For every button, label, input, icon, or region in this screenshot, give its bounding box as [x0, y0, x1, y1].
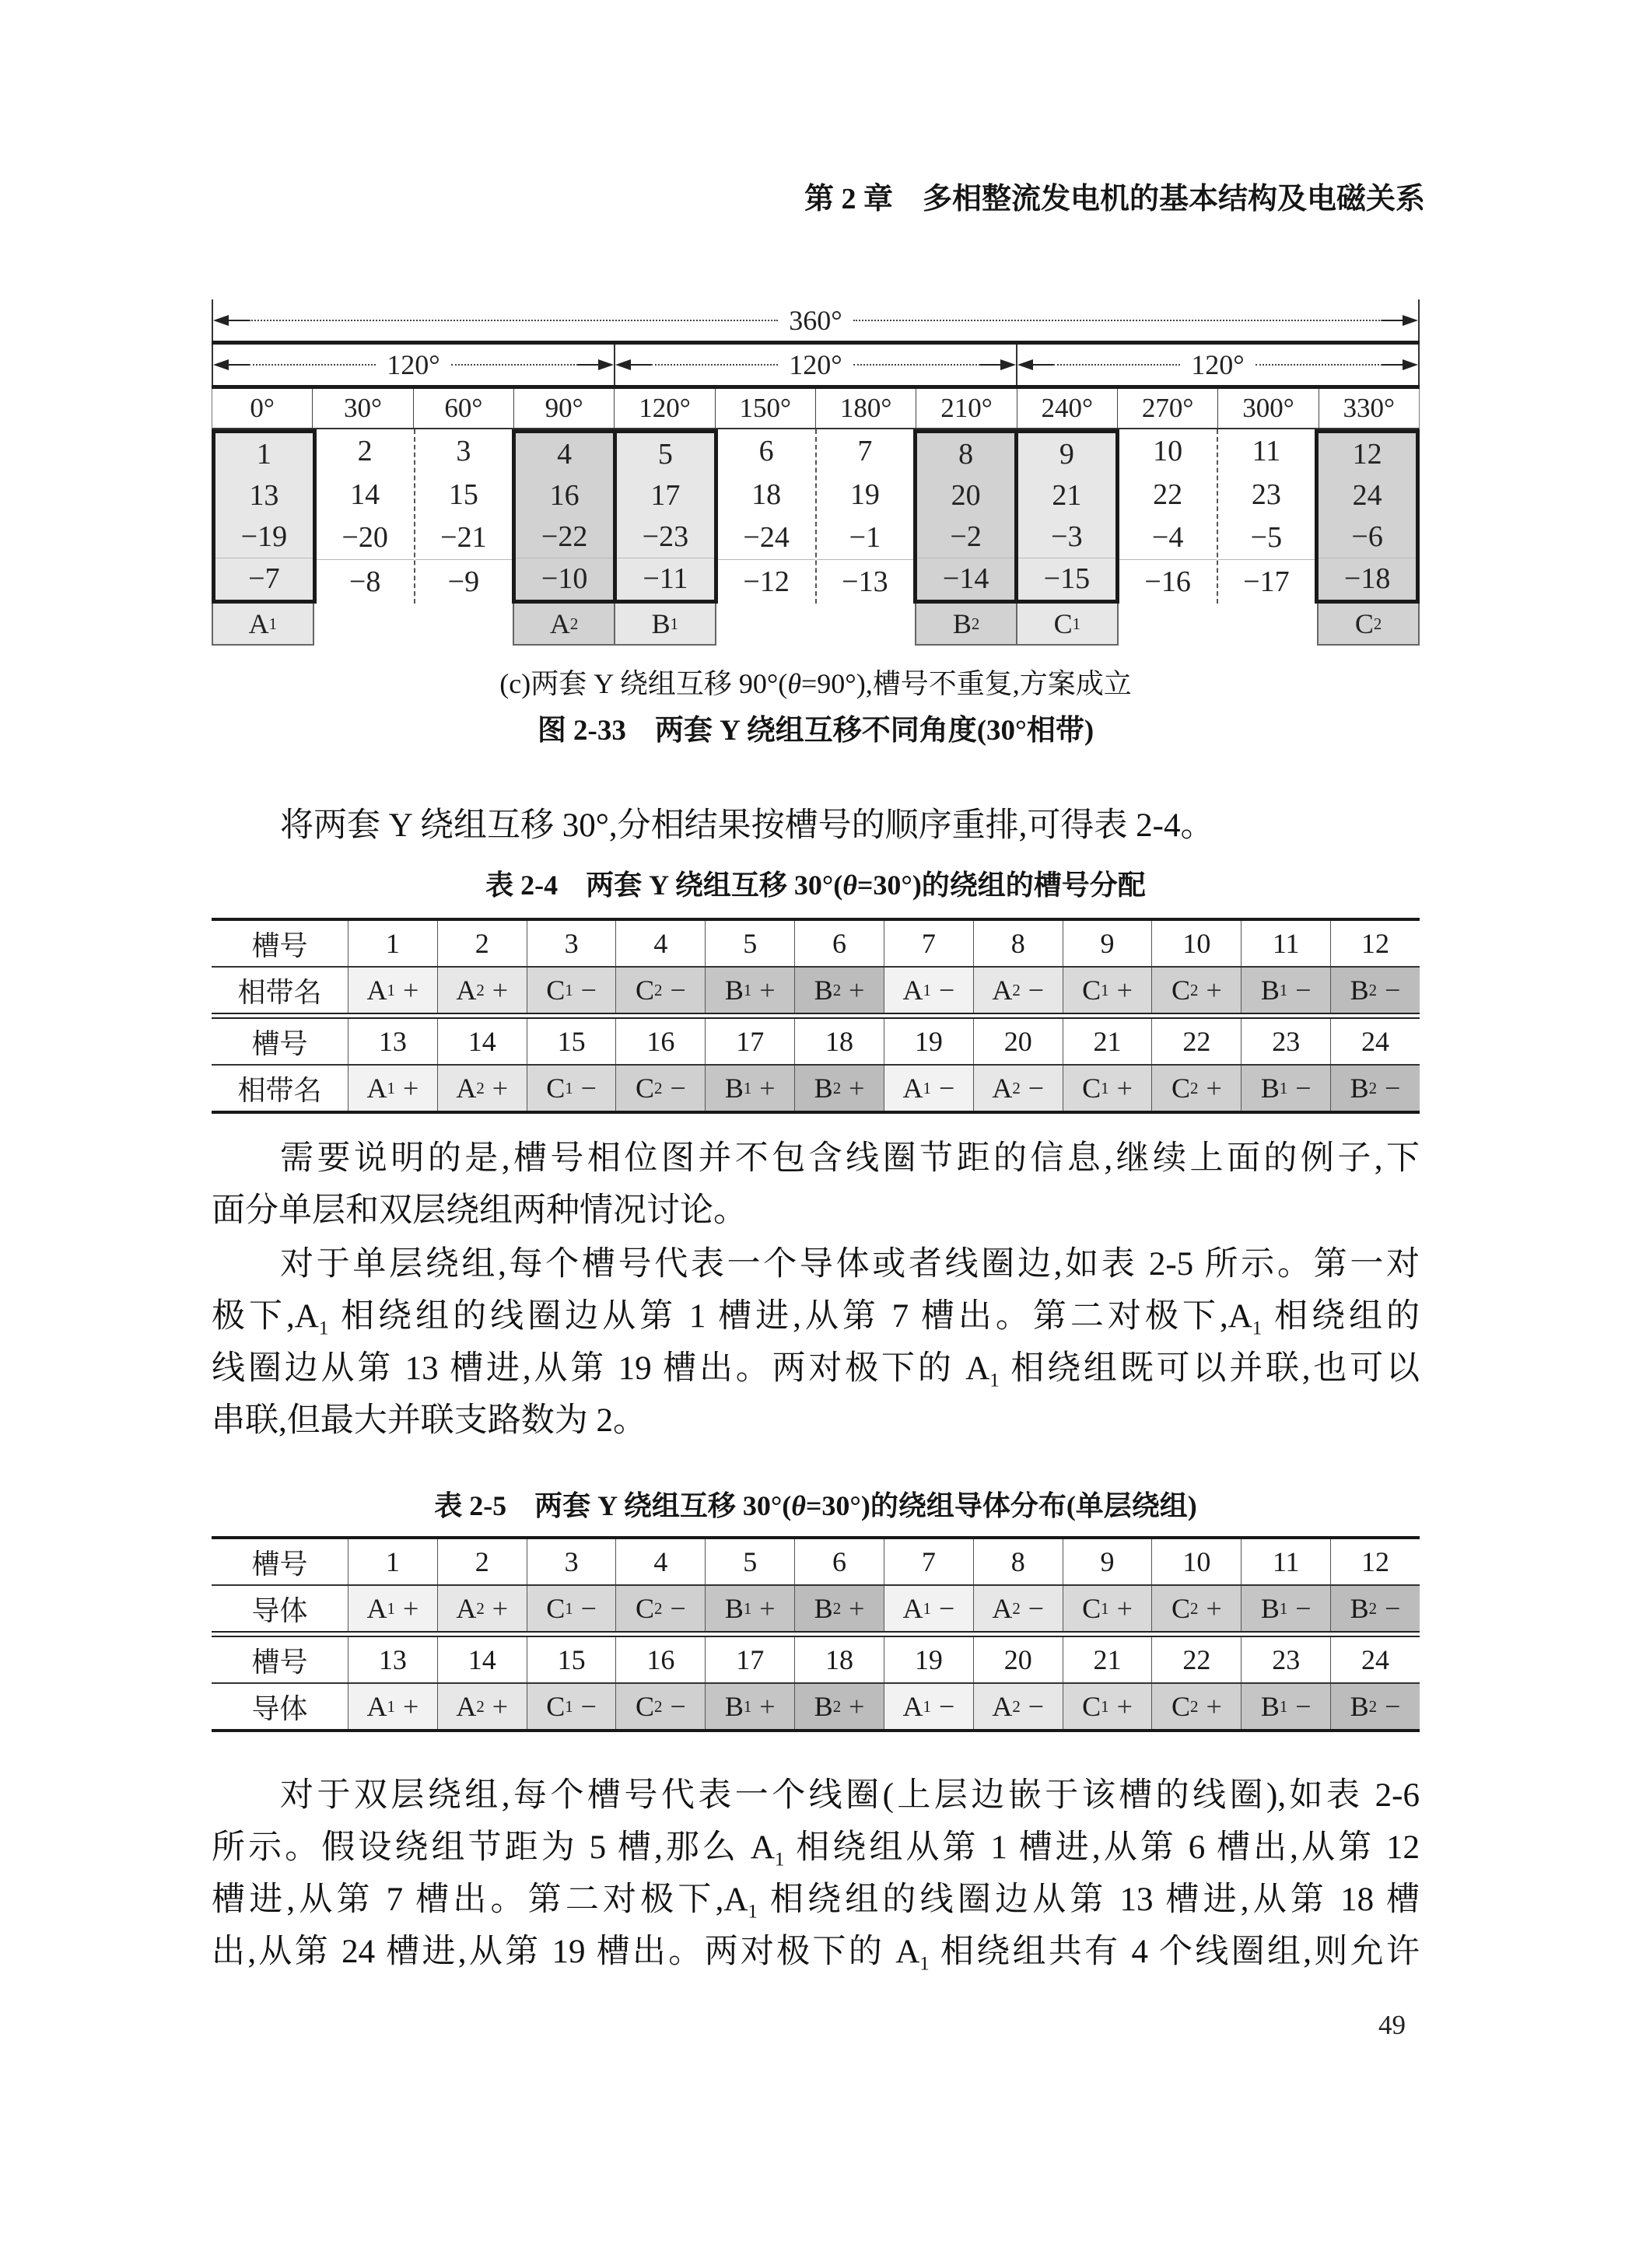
slot-number: 5: [657, 437, 673, 471]
figure-caption: 图 2-33 两套 Y 绕组互移不同角度(30°相带): [537, 715, 1094, 747]
slot-cell: 3: [527, 921, 617, 966]
phase-cell: C 1 +: [1063, 1684, 1153, 1729]
slot-number: 11: [1252, 434, 1281, 467]
table-row: [212, 1539, 1420, 1584]
slot-number: 3: [456, 434, 471, 467]
empty-slot: [816, 604, 916, 646]
slot-cell: 3: [527, 1539, 617, 1584]
slot-row-header: 槽号: [212, 1637, 348, 1682]
phase-cell: C 2 +: [1152, 1066, 1242, 1111]
slot-number: −8: [317, 559, 414, 604]
arrow-right-icon: [1000, 359, 1016, 370]
slot-number: 15: [448, 478, 478, 511]
table-rule: [212, 1729, 1420, 1732]
dotted-line: [249, 320, 778, 321]
slot-number: 22: [1153, 478, 1183, 511]
slot-cell: 13: [348, 1637, 438, 1682]
phase-cell: C 2 −: [616, 1586, 706, 1631]
table-2-4: [212, 918, 1420, 1114]
slot-column: [1218, 429, 1315, 604]
dimension-120-band: [212, 345, 1420, 385]
slot-cell: 8: [974, 921, 1063, 966]
arrow-left-icon: [1017, 359, 1033, 370]
slot-number: −3: [1051, 520, 1083, 554]
phase-cell: B 2 +: [795, 1586, 884, 1631]
phase-row-header: 导体: [212, 1586, 348, 1631]
phase-cell: B 1 −: [1242, 1066, 1331, 1111]
slot-number: 16: [549, 478, 580, 512]
slot-number: 19: [849, 478, 880, 511]
slot-column: [617, 429, 718, 604]
slot-number: −1: [849, 521, 881, 555]
table-row: [212, 1637, 1420, 1682]
slot-number: −4: [1151, 521, 1184, 555]
phase-cell: A 1 +: [348, 1586, 438, 1631]
dimension-120-section: [213, 345, 614, 385]
slot-number: 2: [357, 434, 373, 467]
phase-cell: B 1 −: [1242, 968, 1331, 1013]
slot-number: −18: [1319, 558, 1416, 600]
arrow-right-icon: [1403, 315, 1418, 326]
winding-set-label: B 1: [615, 604, 716, 646]
winding-set-label: A 2: [513, 604, 615, 646]
slot-cell: 24: [1361, 1026, 1390, 1057]
slot-column: [1119, 429, 1218, 604]
phase-cell: C 2 +: [1152, 1586, 1242, 1631]
table-row: [212, 968, 1420, 1013]
slot-cell: 14: [438, 1019, 527, 1064]
slot-cell: 14: [438, 1637, 527, 1682]
slot-cell: 7: [884, 1539, 974, 1584]
table-2-5-title: 表 2-5 两套 Y 绕组互移 30°(θ=30°)的绕组导体分布(单层绕组): [434, 1490, 1197, 1521]
slot-number: 4: [557, 437, 573, 471]
dimension-label-360: 360°: [789, 304, 842, 336]
body-paragraph: [212, 800, 1420, 852]
slot-number: −20: [341, 521, 388, 555]
empty-slot: [716, 604, 816, 646]
dimension-360: [212, 299, 1420, 341]
slot-column: [317, 429, 415, 604]
slot-number: −9: [415, 559, 513, 604]
text-line: 所示。假设绕组节距为 5 槽,那么 $A_1$ 相绕组从第 1 槽进,从第 6 槽出,从第 12: [212, 1829, 1420, 1871]
winding-set-label: B 2: [915, 604, 1017, 646]
angle-label: 150°: [716, 389, 816, 428]
text-line: 面分单层和双层绕组两种情况讨论。: [212, 1192, 747, 1229]
text-line: 需要说明的是,槽号相位图并不包含线圈节距的信息,继续上面的例子,下: [280, 1140, 1420, 1177]
arrow-right-icon: [598, 359, 614, 370]
slot-cell: 19: [884, 1019, 974, 1064]
slot-number: −22: [541, 520, 588, 554]
table-row: [212, 1019, 1420, 1064]
slot-row-header: 槽号: [212, 921, 348, 966]
arrow-right-icon: [1403, 359, 1418, 370]
angle-label: 240°: [1017, 389, 1118, 428]
slot-cell: 12: [1361, 1546, 1390, 1577]
dimension-120-section: [1016, 345, 1418, 385]
arrow-shaft: [1382, 320, 1403, 321]
slot-number: 13: [249, 478, 279, 512]
slot-number: −11: [617, 558, 714, 600]
slot-number: −10: [516, 558, 613, 600]
slot-cell: 1: [348, 1539, 438, 1584]
arrow-left-icon: [615, 359, 631, 370]
phase-cell: B 2 +: [795, 1684, 884, 1729]
phase-cell: C 1 +: [1063, 1586, 1153, 1631]
slot-number: −15: [1018, 558, 1115, 600]
chapter-running-head: 第 2 章 多相整流发电机的基本结构及电磁关系: [804, 183, 1425, 215]
slot-column: [913, 429, 1018, 604]
angle-label: 60°: [414, 389, 514, 428]
phase-cell: C 2 −: [616, 1684, 706, 1729]
phase-cell: A 1 +: [348, 968, 438, 1013]
phase-cell: C 2 +: [1152, 1684, 1242, 1729]
body-paragraph: [212, 1769, 1420, 1978]
slot-cell: 16: [616, 1019, 706, 1064]
slot-cell: 23: [1242, 1637, 1331, 1682]
table-rule: [212, 1111, 1420, 1114]
phase-cell: A 2 +: [438, 1684, 527, 1729]
phase-cell: A 2 −: [974, 1586, 1063, 1631]
slot-column: [415, 429, 513, 604]
slot-cell: 10: [1152, 1539, 1242, 1584]
slot-number: 12: [1352, 437, 1382, 471]
slot-number: 14: [350, 478, 380, 511]
phase-cell: B 1 −: [1242, 1684, 1331, 1729]
slot-cell: 11: [1242, 1539, 1331, 1584]
slot-cell: 9: [1063, 1539, 1153, 1584]
slot-cell: 22: [1152, 1637, 1242, 1682]
angle-label: 270°: [1118, 389, 1218, 428]
phase-cell: B 2 +: [795, 968, 884, 1013]
slot-phase-diagram: [212, 299, 1420, 646]
phase-cell: C 2 −: [616, 1066, 706, 1111]
dimension-label-120: 120°: [387, 349, 440, 380]
slot-column: [718, 429, 817, 604]
slot-number: 8: [958, 437, 974, 471]
slot-number: 6: [758, 434, 774, 467]
table-2-5: [212, 1536, 1420, 1732]
text-line: 出,从第 24 槽进,从第 19 槽出。两对极下的 $A_1$ 相绕组共有 4 个线圈组,则允许: [212, 1934, 1420, 1975]
slot-column: [1315, 429, 1420, 604]
slot-number-grid: [212, 429, 1420, 604]
phase-cell: C 1 +: [1063, 968, 1153, 1013]
slot-cell: 18: [795, 1019, 884, 1064]
empty-slot: [314, 604, 414, 646]
angle-label: 300°: [1218, 389, 1319, 428]
slot-cell: 2: [438, 1539, 527, 1584]
phase-cell: B 1 +: [706, 1066, 795, 1111]
text-line: 串联,但最大并联支路数为 2。: [212, 1402, 646, 1439]
slot-number: 10: [1153, 434, 1183, 467]
angle-label: 330°: [1343, 393, 1396, 423]
slot-cell: 17: [706, 1019, 795, 1064]
arrow-left-icon: [213, 315, 229, 326]
phase-cell: A 2 −: [974, 1066, 1063, 1111]
phase-label-row: [212, 604, 1420, 646]
phase-cell: A 2 −: [974, 968, 1063, 1013]
slot-column: [512, 429, 617, 604]
slot-cell: 15: [527, 1019, 617, 1064]
phase-cell: B 2 −: [1331, 1586, 1420, 1631]
slot-cell: 1: [348, 921, 438, 966]
table-row: [212, 1684, 1420, 1729]
slot-number: −12: [718, 559, 815, 604]
phase-cell: A 2 −: [974, 1684, 1063, 1729]
body-paragraph: [212, 1238, 1420, 1447]
slot-cell: 4: [616, 1539, 706, 1584]
slot-number: −7: [215, 558, 313, 600]
slot-number: −21: [440, 521, 487, 555]
slot-cell: 18: [795, 1637, 884, 1682]
phase-cell: A 2 +: [438, 968, 527, 1013]
slot-number: 23: [1251, 478, 1281, 511]
body-paragraph: [212, 1132, 1420, 1237]
phase-cell: B 1 +: [706, 1684, 795, 1729]
phase-cell: A 1 −: [884, 968, 974, 1013]
slot-cell: 20: [974, 1637, 1063, 1682]
angle-label: 90°: [514, 389, 615, 428]
text-line: 槽进,从第 7 槽出。第二对极下$,A_1$ 相绕组的线圈边从第 13 槽进,从第 18 槽: [212, 1881, 1420, 1923]
slot-cell: 22: [1152, 1019, 1242, 1064]
phase-row-header: 相带名: [212, 1066, 348, 1111]
slot-cell: 15: [527, 1637, 617, 1682]
winding-set-label: A 1: [212, 604, 314, 646]
slot-number: −13: [817, 559, 914, 604]
slot-cell: 21: [1063, 1019, 1153, 1064]
phase-cell: A 1 −: [884, 1066, 974, 1111]
slot-column: [817, 429, 914, 604]
phase-row-header: 相带名: [212, 968, 348, 1013]
slot-cell: 11: [1242, 921, 1331, 966]
text-line: 线圈边从第 13 槽进,从第 19 槽出。两对极下的 $A_1$ 相绕组既可以并联,也可以: [212, 1350, 1420, 1391]
slot-cell: 21: [1063, 1637, 1153, 1682]
slot-cell: 24: [1361, 1644, 1390, 1675]
phase-cell: C 2 −: [616, 968, 706, 1013]
phase-cell: A 2 +: [438, 1586, 527, 1631]
phase-cell: C 1 −: [527, 1066, 617, 1111]
table-rule: [212, 1013, 1420, 1019]
slot-row-header: 槽号: [212, 1019, 348, 1064]
phase-cell: C 2 +: [1152, 968, 1242, 1013]
slot-column: [1018, 429, 1119, 604]
phase-cell: A 1 −: [884, 1684, 974, 1729]
slot-cell: 10: [1152, 921, 1242, 966]
phase-cell: B 1 +: [706, 1586, 795, 1631]
slot-number: −2: [950, 520, 982, 554]
angle-label: 120°: [615, 389, 715, 428]
slot-number: −6: [1351, 520, 1383, 554]
slot-number: −14: [917, 558, 1014, 600]
figure-subcaption: (c)两套 Y 绕组互移 90°(θ=90°),槽号不重复,方案成立: [499, 668, 1132, 699]
empty-slot: [414, 604, 513, 646]
phase-cell: B 1 −: [1242, 1586, 1331, 1631]
text-line: 将两套 Y 绕组互移 30°,分相结果按槽号的顺序重排,可得表 2-4。: [280, 807, 1214, 844]
phase-cell: A 2 +: [438, 1066, 527, 1111]
slot-cell: 7: [884, 921, 974, 966]
slot-number: −17: [1218, 559, 1315, 604]
text-line: 对于单层绕组,每个槽号代表一个导体或者线圈边,如表 2-5 所示。第一对: [280, 1246, 1420, 1283]
slot-number: −24: [743, 521, 790, 555]
slot-cell: 5: [706, 1539, 795, 1584]
phase-row-header: 导体: [212, 1684, 348, 1729]
slot-number: 21: [1052, 478, 1082, 512]
slot-cell: 12: [1361, 928, 1390, 959]
slot-cell: 19: [884, 1637, 974, 1682]
slot-cell: 16: [616, 1637, 706, 1682]
phase-cell: C 1 −: [527, 1684, 617, 1729]
slot-cell: 23: [1242, 1019, 1331, 1064]
phase-cell: A 1 +: [348, 1684, 438, 1729]
phase-cell: A 1 −: [884, 1586, 974, 1631]
angle-label-row: [212, 389, 1420, 429]
slot-number: −23: [642, 520, 689, 554]
winding-set-label: C 1: [1017, 604, 1119, 646]
phase-cell: A 1 +: [348, 1066, 438, 1111]
phase-cell: B 2 −: [1331, 1684, 1420, 1729]
slot-cell: 13: [348, 1019, 438, 1064]
slot-number: −19: [240, 520, 288, 554]
arrow-shaft: [229, 320, 249, 321]
table-row: [212, 1066, 1420, 1111]
page-number: 49: [1378, 2010, 1406, 2040]
phase-cell: B 1 +: [706, 968, 795, 1013]
slot-number: 17: [650, 478, 681, 512]
text-line: 极下$,A_1$ 相绕组的线圈边从第 1 槽进,从第 7 槽出。第二对极下$,A_1$ 相绕组的: [212, 1298, 1420, 1339]
phase-cell: C 1 −: [527, 968, 617, 1013]
slot-cell: 6: [795, 921, 884, 966]
angle-label: 30°: [313, 389, 413, 428]
slot-number: 9: [1059, 437, 1074, 471]
slot-number: 18: [751, 478, 782, 511]
slot-cell: 9: [1063, 921, 1153, 966]
slot-number: 7: [857, 434, 873, 467]
slot-cell: 17: [706, 1637, 795, 1682]
slot-number: 1: [256, 437, 271, 471]
slot-cell: 6: [795, 1539, 884, 1584]
table-row: [212, 1586, 1420, 1631]
winding-set-label: C 2: [1317, 604, 1420, 646]
table-row: [212, 921, 1420, 966]
slot-cell: 20: [974, 1019, 1063, 1064]
phase-cell: B 2 −: [1331, 1066, 1420, 1111]
arrow-left-icon: [213, 359, 229, 370]
dotted-line: [853, 320, 1382, 321]
phase-cell: B 2 +: [795, 1066, 884, 1111]
phase-cell: B 2 −: [1331, 968, 1420, 1013]
phase-cell: C 1 +: [1063, 1066, 1153, 1111]
angle-label: 180°: [816, 389, 916, 428]
slot-row-header: 槽号: [212, 1539, 348, 1584]
angle-label: 210°: [916, 389, 1017, 428]
dimension-label-120: 120°: [789, 349, 842, 380]
empty-slot: [1218, 604, 1318, 646]
slot-cell: 4: [616, 921, 706, 966]
text-line: 对于双层绕组,每个槽号代表一个线圈(上层边嵌于该槽的线圈),如表 2-6: [280, 1777, 1420, 1814]
slot-number: 20: [951, 478, 981, 512]
table-2-4-title: 表 2-4 两套 Y 绕组互移 30°(θ=30°)的绕组的槽号分配: [485, 870, 1146, 901]
slot-number: 24: [1352, 478, 1382, 512]
slot-number: −16: [1119, 559, 1217, 604]
empty-slot: [1119, 604, 1218, 646]
slot-number: −5: [1250, 521, 1283, 555]
table-rule: [212, 1631, 1420, 1637]
angle-label: 0°: [212, 389, 313, 428]
slot-cell: 5: [706, 921, 795, 966]
dimension-120-section: [614, 345, 1016, 385]
phase-cell: C 1 −: [527, 1586, 617, 1631]
dimension-label-120: 120°: [1191, 349, 1245, 380]
slot-cell: 8: [974, 1539, 1063, 1584]
slot-column: [212, 429, 317, 604]
slot-cell: 2: [438, 921, 527, 966]
